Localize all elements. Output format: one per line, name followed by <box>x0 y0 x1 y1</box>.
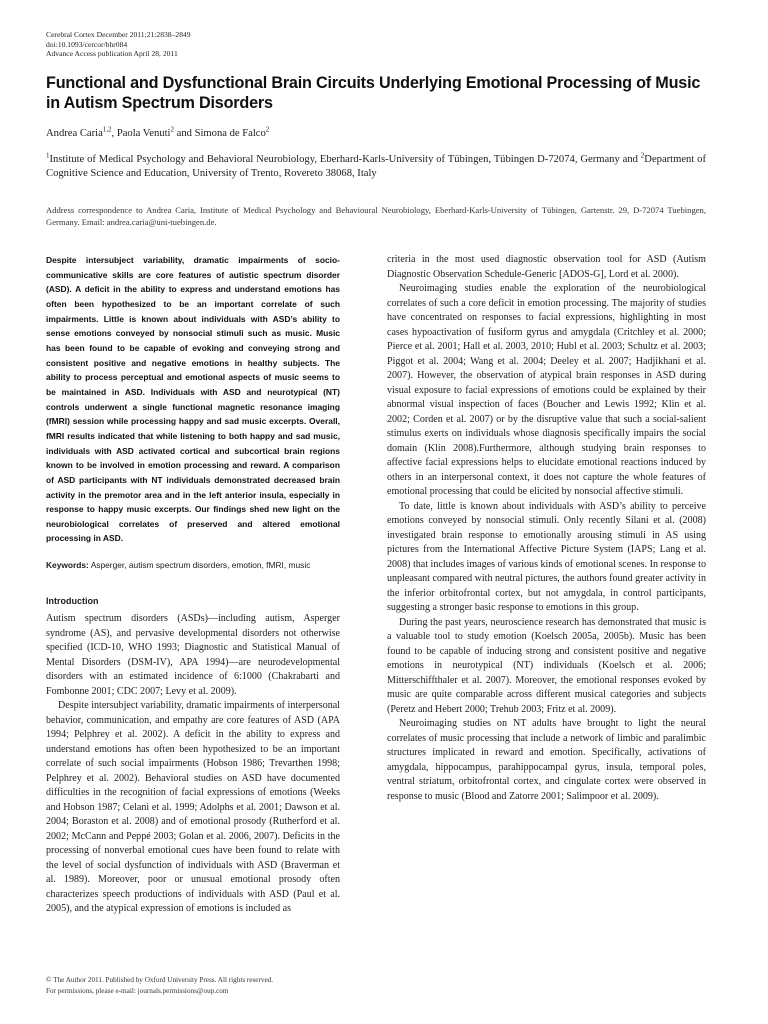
author-name: Paola Venuti <box>116 127 171 139</box>
journal-citation: Cerebral Cortex December 2011;21:2838–2849 <box>46 30 191 39</box>
affiliation-text: Institute of Medical Psychology and Behavioral Neurobiology, Eberhard-Karls-University of Tübingen, Tübingen D-72074, Germany and <box>49 153 641 165</box>
page-header <box>46 30 706 229</box>
author-list: Andrea Caria$^{1,2}$, Paola Venuti$^2$ and Simona de Falco$^2$ <box>46 125 270 139</box>
paragraph: To date, little is known about individuals with ASD’s ability to perceive emotions conveyed by nonsocial stimuli. Only recently Silani et al. (2008) investigated brain response to emotionally arousing stimuli in AS using pictures from the International Affective Picture System (IAPS; Lang et al. 2008) that includes images of various kinds of emotional scenes. In response to unpleasant compared with neutral pictures, the authors found greater activity in the inferior orbitofrontal cortex, but not amygdala, in control participants, suggesting a stronger basic response to emotions in this group. <box>387 500 706 613</box>
keywords <box>46 559 340 571</box>
right-column <box>387 253 706 804</box>
paragraph: Autism spectrum disorders (ASDs)—including autism, Asperger syndrome (AS), and pervasive developmental disorders not otherwise specified (ICD-10, WHO 1993; Diagnostic and Statistical Manual of Mental Disorders (DSM-IV), APA 1994)—are neurodevelopmental disorders with an estimated incidence of 6:1000 (Chakrabarti and Fombonne 2001; CDC 2007; Levy et al. 2009). <box>46 613 340 697</box>
doi[interactable]: doi:10.1093/cercor/bhr084 <box>46 39 128 49</box>
permissions-notice: For permissions, please e-mail: journals.permissions@oup.com <box>46 987 229 995</box>
paragraph: Neuroimaging studies on NT adults have brought to light the neural correlates of music processing that include a network of limbic and paralimbic structures implicated in reward and emotion. Specifically, activations of amygdala, hippocampus, parahippocampal gyrus, insula, temporal poles, ventral striatum, orbitofrontal cortex, and cingulate cortex were observed in response to music (Blood and Zatorre 2001; Salimpoor et al. 2009). <box>387 718 706 802</box>
paragraph: During the past years, neuroscience research has demonstrated that music is a valuable tool to study emotion (Koelsch 2005a, 2005b). Music has been found to be capable of inducing strong and consistent positive and negative emotions in neurotypical (NT) individuals (Koelsch et al. 2006; Mitterschiffthaler et al. 2007). Moreover, the emotional responses evoked by music are quite comparable across different musical categories and subjects (Peretz and Hebert 2000; Trehub 2003; Fritz et al. 2009). <box>387 616 706 715</box>
keywords-text: Asperger, autism spectrum disorders, emotion, fMRI, music <box>90 560 311 571</box>
paragraph: criteria in the most used diagnostic observation tool for ASD (Autism Diagnostic Observation Schedule-Generic [ADOS-G], Lord et al. 2000). <box>387 254 706 280</box>
author-affiliation-mark: 2 <box>265 125 270 134</box>
author-affiliation-mark: 2 <box>170 125 174 134</box>
paragraph: Despite intersubject variability, dramatic impairments of interpersonal behavior, communication, and empathy are core features of ASD (APA 1994; Pelphrey et al. 2002). A deficit in the ability to express and understand emotions has often been hypothesized to be an important correlate of such social impairments (Hobson 1986; Trevarthen 1998; Pelphrey et al. 2002). Behavioral studies on ASD have documented difficulties in the recognition of facial expressions of emotions (Weeks and Hobson 1987; Celani et al. 1999; Adolphs et al. 2001; Dawson et al. 2004; Boraston et al. 2008) and of emotional prosody (Rutherford et al. 2002; McCann and Peppé 2003; Golan et al. 2006, 2007). Deficits in the processing of nonverbal emotional cues have been found to relate with the level of social dysfunction of individuals with ASD (Braverman et al. 1989). Moreover, poor or unusual emotional prosody often characterizes speech productions of individuals with ASD (Paul et al. 2005), and the atypical expression of emotions is included as <box>46 700 340 915</box>
abstract: Despite intersubject variability, dramatic impairments of socio-communicative skills are core features of autistic spectrum disorder (ASD). A deficit in the ability to express and understand emotions has often been hypothesized to be an important correlate of such impairments. Little is known about individuals with ASD’s ability to sense emotions conveyed by nonsocial stimuli such as music. Music has been found to be capable of evoking and conveying strong and consistent positive and negative emotions in healthy subjects. The ability to process perceptual and emotional aspects of music seems to be maintained in ASD. Individuals with ASD and neurotypical (NT) controls underwent a single functional magnetic resonance imaging (fMRI) session while processing happy and sad music excerpts. Overall, fMRI results indicated that while listening to both happy and sad music, individuals with ASD activated cortical and subcortical brain regions known to be involved in emotion processing and reward. A comparison of ASD participants with NT individuals demonstrated decreased brain activity in the premotor area and in the left anterior insula, especially in response to happy music excerpts. Our findings shed new light on the neurobiological correlates of preserved and altered emotional processing in ASD. <box>46 255 340 544</box>
affiliation-mark: 2 <box>640 151 645 160</box>
keywords-label: Keywords: <box>46 560 89 571</box>
left-column <box>46 253 340 917</box>
author-affiliation-mark: 1,2 <box>102 125 112 134</box>
affiliations <box>46 153 706 182</box>
author-conjunction: and <box>176 127 192 139</box>
article-title: Functional and Dysfunctional Brain Circuits Underlying Emotional Processing of Music in Autism Spectrum Disorders <box>46 73 701 112</box>
affiliation-mark: 1 <box>46 151 50 160</box>
paragraph: Neuroimaging studies enable the exploration of the neurobiological correlates of such a core deficit in emotion processing. The majority of studies have concentrated on responses to facial expressions, highlighting in most cases hypoactivation of fusiform gyrus and amygdala (Critchley et al. 2000; Pierce et al. 2001; Hall et al. 2003, 2010; Hubl et al. 2003; Schultz et al. 2003; Piggot et al. 2004; Wang et al. 2004; Deeley et al. 2007; Hadjikhani et al. 2007). However, the observation of atypical brain responses in ASD during visual exposure to facial expressions of emotions could be explained by their abnormal visual inspection of faces (Boucher and Lewis 1992; Klin et al. 2002; Corden et al. 2007) or by the disruptive value that such a social-salient stimulus exerts on individuals whose diagnosis specifically impairs the social domain (Klin 2008).Furthermore, although studying brain responses to affective facial expressions helps to elucidate emotional reactions induced by others in an interpersonal context, it does not capture the whole features of emotional processing that could be elicited by nonsocial affective stimuli. <box>387 283 706 497</box>
correspondence-address: Address correspondence to Andrea Caria, Institute of Medical Psychology and Behavioural Neurobiology, Eberhard-Karls-University of Tübingen, Gartenstr. 29, D-72074 Tuebingen, Germany. Email: andrea.caria@uni-tuebingen.de. <box>46 204 706 228</box>
author-name: Andrea Caria <box>46 127 103 139</box>
copyright-notice: © The Author 2011. Published by Oxford University Press. All rights reserved. <box>46 976 274 984</box>
affiliation-text: Department of Cognitive Science and Education, University of Trento, Rovereto 38068, Italy <box>46 153 706 180</box>
author-name: Simona de Falco <box>194 127 266 139</box>
section-heading-introduction: Introduction <box>46 596 99 607</box>
advance-access-date: Advance Access publication April 28, 2011 <box>46 49 178 59</box>
page-footer <box>46 975 273 997</box>
